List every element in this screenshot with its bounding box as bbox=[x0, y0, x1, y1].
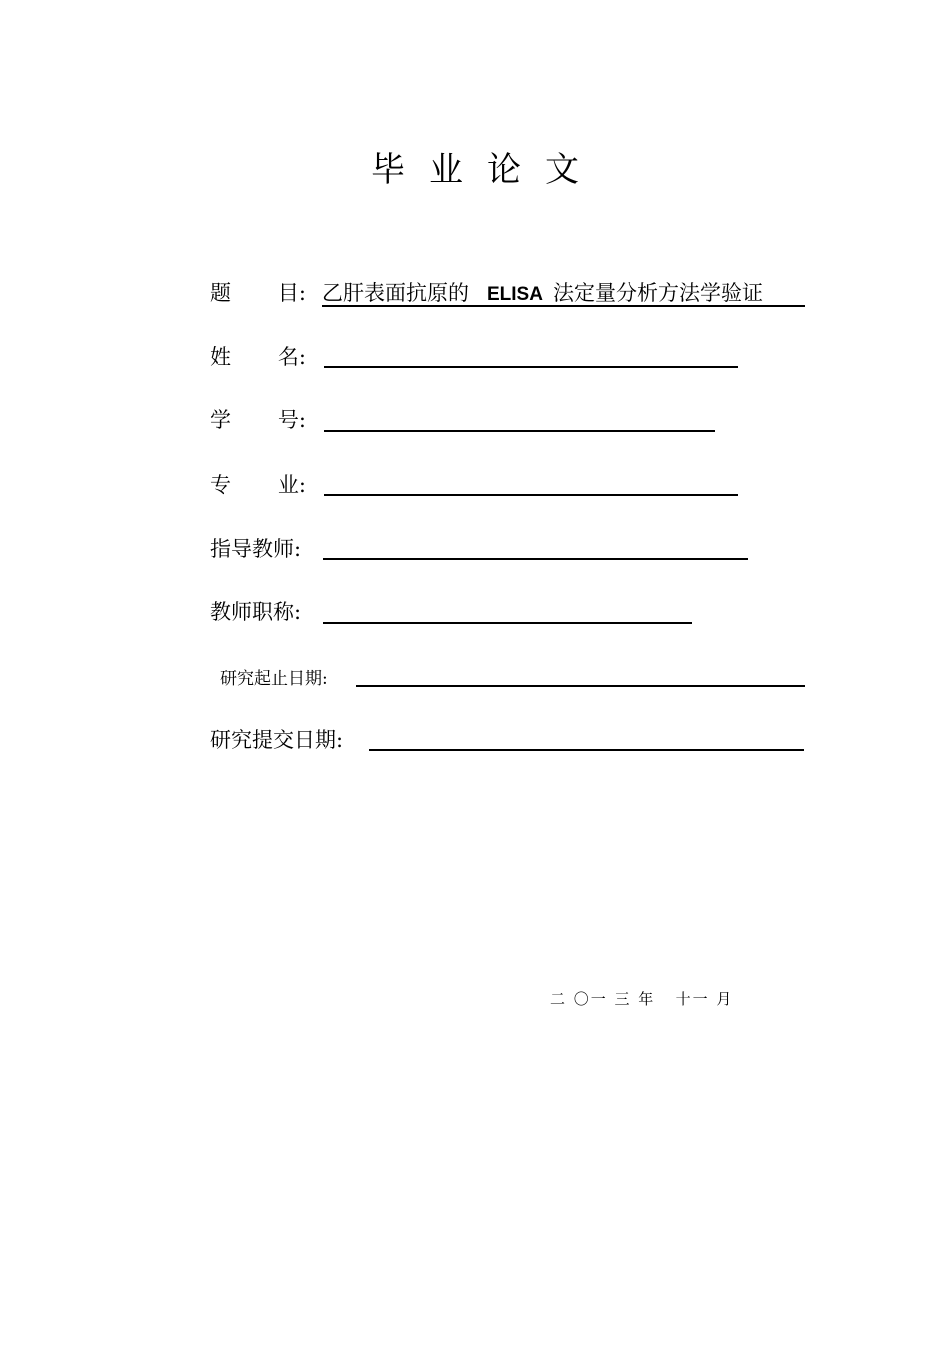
student-id-input-line[interactable] bbox=[324, 430, 715, 432]
field-topic bbox=[210, 278, 830, 314]
submission-date-label: 研究提交日期: bbox=[210, 728, 344, 752]
field-student-id bbox=[210, 405, 830, 441]
field-research-period bbox=[210, 664, 830, 700]
document-date: 二 〇一 三 年 十一 月 bbox=[550, 990, 734, 1008]
name-label: 姓 名: bbox=[210, 345, 306, 369]
field-name bbox=[210, 342, 830, 378]
field-advisor bbox=[210, 534, 830, 570]
topic-underline[interactable] bbox=[322, 305, 805, 307]
name-input-line[interactable] bbox=[324, 366, 738, 368]
field-advisor-title bbox=[210, 597, 830, 633]
topic-label: 题 目: bbox=[210, 281, 306, 305]
advisor-title-label: 教师职称: bbox=[210, 600, 302, 624]
major-input-line[interactable] bbox=[324, 494, 738, 496]
topic-value-elisa: ELISA bbox=[487, 284, 543, 305]
field-submission-date bbox=[210, 725, 830, 761]
major-label: 专 业: bbox=[210, 473, 306, 497]
topic-value-suffix: 法定量分析方法学验证 bbox=[552, 281, 763, 305]
research-period-label: 研究起止日期: bbox=[220, 669, 328, 689]
research-period-input-line[interactable] bbox=[356, 685, 805, 687]
student-id-label: 学 号: bbox=[210, 408, 306, 432]
submission-date-input-line[interactable] bbox=[369, 749, 804, 751]
advisor-label: 指导教师: bbox=[210, 537, 302, 561]
advisor-input-line[interactable] bbox=[323, 558, 748, 560]
topic-value-prefix: 乙肝表面抗原的 bbox=[322, 281, 469, 305]
advisor-title-input-line[interactable] bbox=[323, 622, 692, 624]
field-major bbox=[210, 470, 830, 506]
thesis-title: 毕业论文 bbox=[371, 150, 603, 190]
